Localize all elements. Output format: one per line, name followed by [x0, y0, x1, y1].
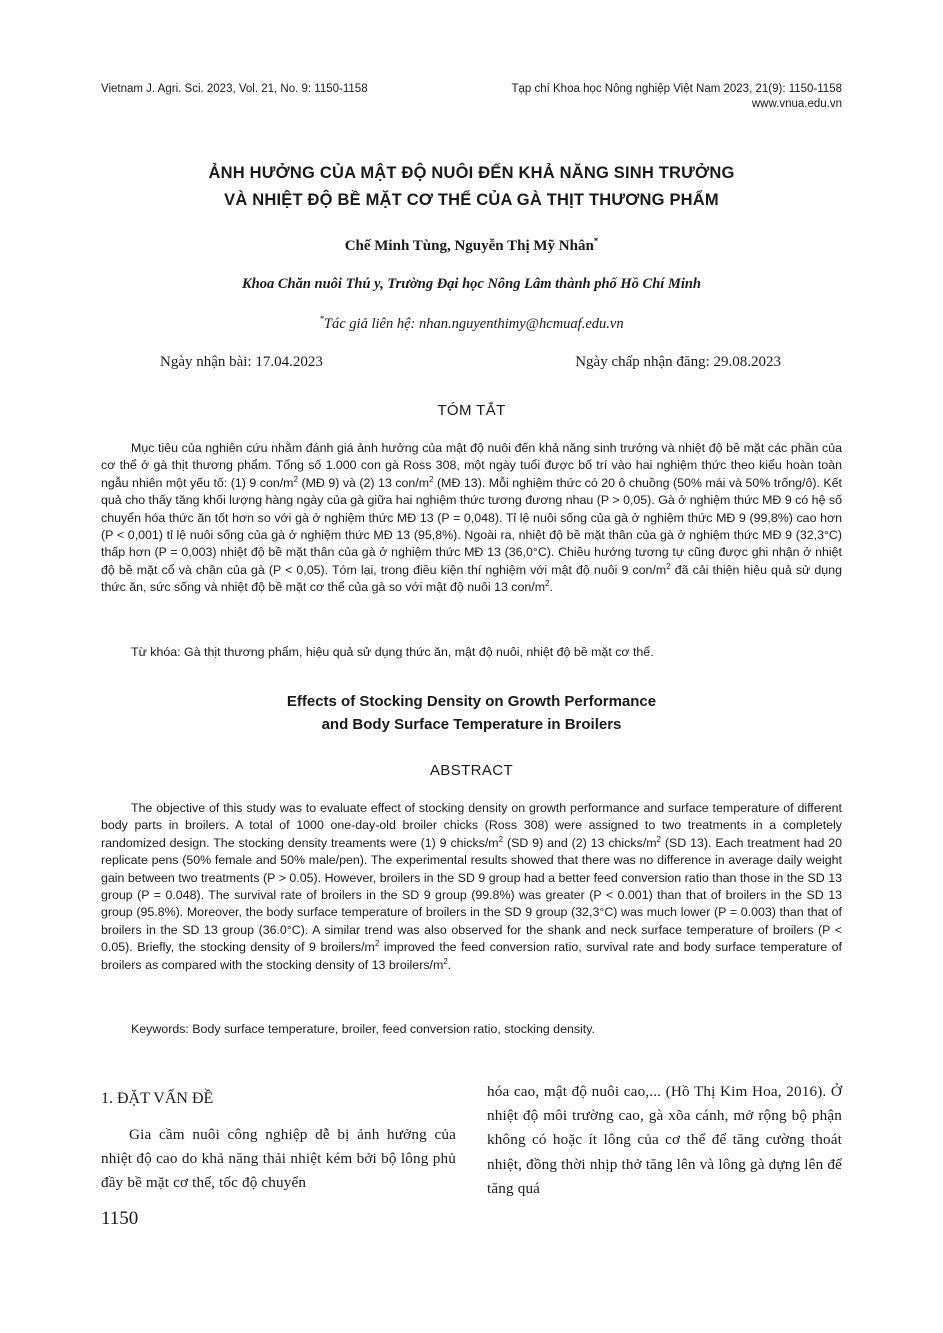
vn-abstract-text-3: (MĐ 13). Mỗi nghiệm thức có 20 ô chuồng (50% mái và 50% trống/ô). Kết quả cho thấy tăng khối lượng hàng ngày của gà giữa hai nghiệm thức tương đương nhau (P > 0,05). Gà ở nghiệm thức MĐ 9 có hệ số chuyển hóa thức ăn tốt hơn so với gà ở nghiệm thức MĐ 13 (P = 0,048). Tỉ lệ nuôi sống của gà ở nghiệm thức MĐ 9 (99,8%) cao hơn (P < 0,001) tỉ lệ nuôi sống của gà ở nghiệm thức MĐ 13 (95,8%). Ngoài ra, nhiệt độ bề mặt thân của gà ở nghiệm thức MĐ 9 (32,3°C) thấp hơn (P = 0,003) nhiệt độ bề mặt thân của gà ở nghiệm thức MĐ 13 (36,0°C). Chiều hướng tương tự cũng được ghi nhận ở nhiệt độ bề mặt cổ và chân của gà (P < 0,05). Tóm lại, trong điều kiện thí nghiệm với mật độ nuôi 9 con/m — [101, 475, 842, 577]
intro-paragraph-left: Gia cầm nuôi công nghiệp dễ bị ảnh hưởng của nhiệt độ cao do khả năng thải nhiệt kém bởi bộ lông phủ đầy bề mặt cơ thể, tốc độ chuyển — [101, 1126, 456, 1192]
journal-citation-en: Vietnam J. Agri. Sci. 2023, Vol. 21, No. 9: 1150-1158 — [101, 83, 368, 95]
journal-citation-vn-line: Tạp chí Khoa học Nông nghiệp Việt Nam 2023, 21(9): 1150-1158 — [511, 83, 842, 95]
paper-title-line-1: ẢNH HƯỞNG CỦA MẬT ĐỘ NUÔI ĐẾN KHẢ NĂNG SINH TRƯỞNG — [208, 164, 735, 182]
vn-keywords: Từ khóa: Gà thịt thương phẩm, hiệu quả sử dụng thức ăn, mật độ nuôi, nhiệt độ bề mặt cơ thể. — [131, 645, 654, 659]
en-abstract-body — [101, 800, 842, 974]
paper-title-vn — [60, 160, 883, 214]
corresponding-mark: * — [593, 236, 599, 246]
vn-abstract-text-5: . — [549, 580, 553, 595]
section-heading-introduction: 1. ĐẶT VẤN ĐỀ — [101, 1090, 214, 1107]
author-list — [60, 236, 883, 255]
vn-abstract-body — [101, 440, 842, 597]
received-date: Ngày nhận bài: 17.04.2023 — [160, 354, 323, 370]
en-abstract-text-2: (SD 9) and (2) 13 chicks/m — [503, 835, 657, 850]
en-keywords: Keywords: Body surface temperature, broiler, feed conversion ratio, stocking density. — [131, 1022, 595, 1036]
author-names: Chế Minh Tùng, Nguyễn Thị Mỹ Nhân — [344, 238, 594, 254]
superscript: 2 — [429, 474, 434, 484]
vn-abstract-paragraph — [101, 440, 842, 597]
en-abstract-heading: ABSTRACT — [429, 762, 514, 779]
superscript: 2 — [443, 956, 448, 966]
en-abstract-text-4: improved the feed conversion ratio, survival rate and body surface temperature of broilers as compared with the stocking density of 13 broilers/m — [101, 940, 842, 972]
affiliation: Khoa Chăn nuôi Thú y, Trường Đại học Nông Lâm thành phố Hồ Chí Minh — [242, 276, 701, 292]
vn-abstract-text-2: (MĐ 9) và (2) 13 con/m — [297, 475, 430, 490]
superscript: 2 — [293, 474, 298, 484]
accepted-date: Ngày chấp nhận đăng: 29.08.2023 — [575, 354, 781, 370]
page-number: 1150 — [101, 1208, 139, 1229]
corresponding-author — [60, 314, 883, 333]
en-abstract-text-1: The objective of this study was to evaluate effect of stocking density on growth performance and surface temperature of different body parts in broilers. A total of 1000 one-day-old broiler chicks (Ross 308) were assigned to two treatments in a completely randomized design. The stocking density treaments were (1) 9 chicks/m — [101, 801, 842, 850]
superscript: 2 — [498, 834, 504, 844]
paper-title-en-line-1: Effects of Stocking Density on Growth Performance — [286, 693, 657, 710]
corresponding-email: Tác giả liên hệ: nhan.nguyenthimy@hcmuaf.edu.vn — [323, 315, 624, 332]
vn-abstract-text-4: đã cải thiện hiệu quả sử dụng thức ăn, sức sống và nhiệt độ bề mặt cơ thể của gà so với mật độ nuôi 13 con/m — [101, 562, 842, 595]
intro-column-left — [101, 1123, 456, 1196]
en-abstract-paragraph — [101, 800, 842, 974]
corresponding-mark-note: * — [319, 314, 324, 324]
paper-title-en — [60, 690, 883, 736]
intro-column-right — [487, 1080, 842, 1201]
paper-title-line-2: VÀ NHIỆT ĐỘ BỀ MẶT CƠ THỂ CỦA GÀ THỊT THƯƠNG PHẨM — [224, 191, 719, 209]
superscript: 2 — [666, 561, 671, 571]
superscript: 2 — [656, 834, 661, 844]
journal-citation-vn — [511, 82, 842, 112]
superscript: 2 — [545, 579, 550, 589]
paper-title-en-line-2: and Body Surface Temperature in Broilers — [321, 716, 622, 733]
journal-website: www.vnua.edu.vn — [751, 98, 842, 110]
en-abstract-text-5: . — [447, 957, 452, 972]
en-abstract-text-3: (SD 13). Each treatment had 20 replicate pens (50% female and 50% male/pen). The experimental results showed that there was no difference in average daily weight gain between two treatments (P > 0.05). However, broilers in the SD 9 group had a better feed conversion ratio than those in the SD 13 group (P = 0.048). The survival rate of broilers in the SD 9 group (99.8%) was greater (P < 0.001) than that of broilers in the SD 13 group (95.8%). Moreover, the body surface temperature of broilers in the SD 9 group (32,3°C) was much lower (P = 0.003) than that of broilers in the SD 13 group (36.0°C). A similar trend was also observed for the shank and neck surface temperature of broilers (P < 0.05). Briefly, the stocking density of 9 broilers/m — [101, 835, 842, 955]
vn-abstract-heading: TÓM TẮT — [437, 402, 506, 419]
vn-abstract-text-1: Mục tiêu của nghiên cứu nhằm đánh giá ảnh hưởng của mật độ nuôi đến khả năng sinh trưởng và nhiệt độ bề mặt các phần của cơ thể ở gà thịt thương phẩm. Tổng số 1.000 con gà Ross 308, một ngày tuổi được bố trí vào hai nghiệm thức theo kiểu hoàn toàn ngẫu nhiên một yếu tố: (1) 9 con/m — [101, 441, 842, 490]
superscript: 2 — [374, 939, 380, 949]
intro-paragraph-right: hóa cao, mật độ nuôi cao,... (Hồ Thị Kim Hoa, 2016). Ở nhiệt độ môi trường cao, gà xõa cánh, mở rộng bộ phận không có hoặc ít lông của cơ thể để tăng cường thoát nhiệt, đồng thời nhịp thở tăng lên và lông gà dựng lên để tăng quá — [487, 1083, 842, 1197]
